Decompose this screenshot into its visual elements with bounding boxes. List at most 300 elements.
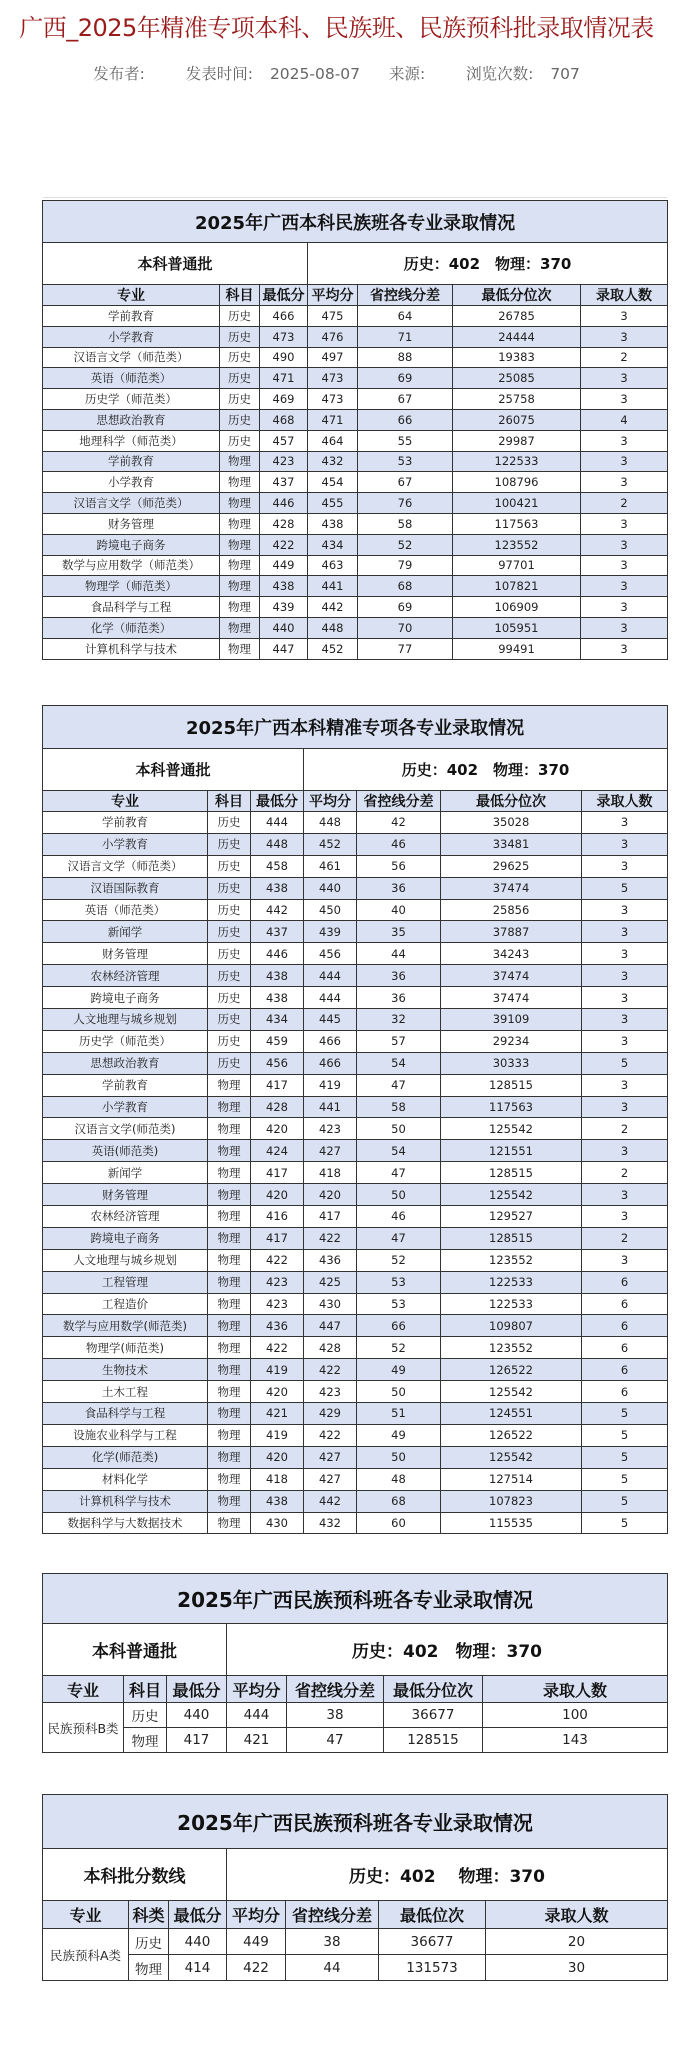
table-cell: 3 bbox=[581, 389, 668, 410]
table-cell: 459 bbox=[251, 1030, 304, 1052]
column-header: 最低分位次 bbox=[384, 1676, 483, 1703]
column-header: 最低分 bbox=[169, 1901, 227, 1929]
table-cell: 88 bbox=[358, 347, 453, 368]
table-cell: 123552 bbox=[453, 534, 581, 555]
column-header: 最低分 bbox=[260, 285, 308, 306]
table-cell: 423 bbox=[251, 1271, 304, 1293]
table-cell: 128515 bbox=[441, 1227, 582, 1249]
table-cell: 117563 bbox=[453, 513, 581, 534]
table-cell: 423 bbox=[251, 1293, 304, 1315]
table-row bbox=[43, 943, 668, 965]
views-value: 707 bbox=[550, 65, 580, 83]
table-cell: 438 bbox=[260, 576, 308, 597]
column-headers bbox=[43, 285, 668, 306]
table-cell: 440 bbox=[304, 877, 357, 899]
table-cell: 449 bbox=[227, 1929, 286, 1955]
table-cell: 64 bbox=[358, 306, 453, 327]
table-cell: 3 bbox=[582, 1184, 668, 1206]
table-cell: 124551 bbox=[441, 1403, 582, 1425]
column-header: 科类 bbox=[129, 1901, 169, 1929]
table-title: 2025年广西民族预科班各专业录取情况 bbox=[43, 1574, 668, 1624]
table-cell: 物理 bbox=[220, 513, 260, 534]
table-cell: 财务管理 bbox=[43, 943, 208, 965]
table-cell: 物理 bbox=[208, 1359, 251, 1381]
table-cell: 466 bbox=[260, 306, 308, 327]
table-cell: 学前教育 bbox=[43, 812, 208, 834]
table-cell: 476 bbox=[308, 326, 358, 347]
table-cell: 125542 bbox=[441, 1184, 582, 1206]
precision-special-table bbox=[42, 705, 668, 1534]
minzu-prep-a-table bbox=[42, 1794, 668, 1981]
table-cell: 420 bbox=[251, 1381, 304, 1403]
table-cell: 448 bbox=[304, 812, 357, 834]
control-lines: 历史：402 物理：370 bbox=[308, 243, 668, 285]
table-cell: 小学教育 bbox=[43, 326, 220, 347]
table-row bbox=[43, 1446, 668, 1468]
table-row bbox=[43, 555, 668, 576]
table-cell: 452 bbox=[308, 638, 358, 659]
table-cell: 99491 bbox=[453, 638, 581, 659]
table-cell: 36677 bbox=[384, 1703, 483, 1728]
table-cell: 物理 bbox=[208, 1271, 251, 1293]
table-cell: 历史 bbox=[124, 1703, 167, 1728]
table-cell: 417 bbox=[304, 1206, 357, 1228]
column-header: 省控线分差 bbox=[286, 1901, 379, 1929]
table-cell: 434 bbox=[251, 1009, 304, 1031]
table-cell: 物理 bbox=[208, 1249, 251, 1271]
table-cell: 419 bbox=[251, 1424, 304, 1446]
table-cell: 5 bbox=[582, 1446, 668, 1468]
column-header: 最低分位次 bbox=[453, 285, 581, 306]
table-cell: 5 bbox=[582, 1512, 668, 1534]
table-cell: 土木工程 bbox=[43, 1381, 208, 1403]
column-header: 平均分 bbox=[227, 1676, 287, 1703]
batch-label: 本科批分数线 bbox=[43, 1849, 227, 1901]
table-row bbox=[43, 987, 668, 1009]
table-cell: 历史 bbox=[208, 1009, 251, 1031]
table-cell: 422 bbox=[227, 1955, 286, 1981]
table-row bbox=[43, 965, 668, 987]
table-cell: 物理 bbox=[220, 493, 260, 514]
table-cell: 40 bbox=[357, 899, 441, 921]
table-cell: 35 bbox=[357, 921, 441, 943]
table-cell: 历史 bbox=[208, 987, 251, 1009]
table-cell: 地理科学（师范类） bbox=[43, 430, 220, 451]
table-cell: 420 bbox=[251, 1446, 304, 1468]
table-cell: 物理 bbox=[220, 617, 260, 638]
table-cell: 历史 bbox=[208, 877, 251, 899]
table-cell: 420 bbox=[304, 1184, 357, 1206]
batch-label: 本科普通批 bbox=[43, 749, 304, 791]
table-cell: 68 bbox=[358, 576, 453, 597]
column-header: 科目 bbox=[220, 285, 260, 306]
table-cell: 3 bbox=[581, 306, 668, 327]
table-cell: 6 bbox=[582, 1359, 668, 1381]
table-row bbox=[43, 347, 668, 368]
table-cell: 历史 bbox=[220, 389, 260, 410]
table-row bbox=[43, 1955, 668, 1981]
table-row bbox=[43, 1052, 668, 1074]
table-cell: 53 bbox=[357, 1271, 441, 1293]
control-lines: 历史：402 物理：370 bbox=[304, 749, 668, 791]
table-cell: 455 bbox=[308, 493, 358, 514]
table-cell: 423 bbox=[304, 1118, 357, 1140]
table-cell: 30333 bbox=[441, 1052, 582, 1074]
table-row bbox=[43, 493, 668, 514]
table-cell: 428 bbox=[260, 513, 308, 534]
table-row bbox=[43, 1271, 668, 1293]
column-header: 最低位次 bbox=[379, 1901, 486, 1929]
table-cell: 427 bbox=[304, 1468, 357, 1490]
table-cell: 123552 bbox=[441, 1337, 582, 1359]
table-cell: 工程造价 bbox=[43, 1293, 208, 1315]
table-cell: 物理 bbox=[208, 1381, 251, 1403]
column-header: 录取人数 bbox=[486, 1901, 668, 1929]
table-cell: 25085 bbox=[453, 368, 581, 389]
table-cell: 428 bbox=[251, 1096, 304, 1118]
publish-time bbox=[180, 65, 366, 83]
table-row bbox=[43, 1096, 668, 1118]
table-cell: 131573 bbox=[379, 1955, 486, 1981]
table-cell: 跨境电子商务 bbox=[43, 1227, 208, 1249]
table-cell: 3 bbox=[581, 326, 668, 347]
table-cell: 422 bbox=[251, 1337, 304, 1359]
table-cell: 425 bbox=[304, 1271, 357, 1293]
table-cell: 126522 bbox=[441, 1424, 582, 1446]
table-cell: 448 bbox=[308, 617, 358, 638]
table-cell: 历史 bbox=[208, 899, 251, 921]
table-cell: 442 bbox=[304, 1490, 357, 1512]
table-cell: 54 bbox=[357, 1052, 441, 1074]
table-cell: 物理 bbox=[208, 1490, 251, 1512]
major-cell: 民族预科A类 bbox=[43, 1929, 129, 1981]
column-header: 省控线分差 bbox=[357, 791, 441, 812]
table-cell: 449 bbox=[260, 555, 308, 576]
table-cell: 汉语言文学(师范类) bbox=[43, 1118, 208, 1140]
table-body bbox=[43, 1929, 668, 1981]
table-cell: 441 bbox=[304, 1096, 357, 1118]
table-cell: 50 bbox=[357, 1446, 441, 1468]
table-row bbox=[43, 1512, 668, 1534]
table-cell: 学前教育 bbox=[43, 306, 220, 327]
table-cell: 79 bbox=[358, 555, 453, 576]
table-cell: 52 bbox=[357, 1249, 441, 1271]
table-row bbox=[43, 1140, 668, 1162]
table-cell: 3 bbox=[582, 855, 668, 877]
table-cell: 427 bbox=[304, 1140, 357, 1162]
table-cell: 历史 bbox=[220, 368, 260, 389]
table-cell: 458 bbox=[251, 855, 304, 877]
table-cell: 生物技术 bbox=[43, 1359, 208, 1381]
table-row bbox=[43, 430, 668, 451]
table-cell: 2 bbox=[582, 1227, 668, 1249]
table-cell: 跨境电子商务 bbox=[43, 534, 220, 555]
table-cell: 143 bbox=[483, 1728, 668, 1753]
table-cell: 3 bbox=[581, 451, 668, 472]
table-body bbox=[43, 306, 668, 660]
table-cell: 汉语国际教育 bbox=[43, 877, 208, 899]
table-cell: 77 bbox=[358, 638, 453, 659]
minzu-prep-b-table bbox=[42, 1573, 668, 1753]
table-cell: 469 bbox=[260, 389, 308, 410]
table-cell: 122533 bbox=[453, 451, 581, 472]
table-cell: 100421 bbox=[453, 493, 581, 514]
table-row bbox=[43, 534, 668, 555]
table-cell: 54 bbox=[357, 1140, 441, 1162]
publisher-label: 发布者: bbox=[93, 65, 145, 83]
table-cell: 128515 bbox=[384, 1728, 483, 1753]
table-cell: 422 bbox=[304, 1424, 357, 1446]
table-cell: 3 bbox=[582, 1140, 668, 1162]
table-cell: 5 bbox=[582, 877, 668, 899]
table-cell: 468 bbox=[260, 409, 308, 430]
table-cell: 100 bbox=[483, 1703, 668, 1728]
column-header: 平均分 bbox=[304, 791, 357, 812]
table-cell: 125542 bbox=[441, 1118, 582, 1140]
table-cell: 数学与应用数学(师范类) bbox=[43, 1315, 208, 1337]
table-cell: 440 bbox=[169, 1929, 227, 1955]
table-cell: 35028 bbox=[441, 812, 582, 834]
table-cell: 47 bbox=[357, 1227, 441, 1249]
table-cell: 农林经济管理 bbox=[43, 1206, 208, 1228]
table-cell: 5 bbox=[582, 1403, 668, 1425]
table-cell: 437 bbox=[260, 472, 308, 493]
table-cell: 42 bbox=[357, 812, 441, 834]
table-cell: 427 bbox=[304, 1446, 357, 1468]
table-cell: 物理学(师范类) bbox=[43, 1337, 208, 1359]
table-cell: 56 bbox=[357, 855, 441, 877]
table-cell: 物理 bbox=[208, 1118, 251, 1140]
table-row bbox=[43, 1929, 668, 1955]
table-cell: 物理 bbox=[208, 1293, 251, 1315]
column-header: 省控线分差 bbox=[358, 285, 453, 306]
table-cell: 38 bbox=[286, 1929, 379, 1955]
table-row bbox=[43, 1162, 668, 1184]
table-cell: 107823 bbox=[441, 1490, 582, 1512]
table-cell: 125542 bbox=[441, 1381, 582, 1403]
table-title: 2025年广西本科民族班各专业录取情况 bbox=[43, 201, 668, 243]
table-cell: 106909 bbox=[453, 597, 581, 618]
table-cell: 471 bbox=[260, 368, 308, 389]
table-cell: 人文地理与城乡规划 bbox=[43, 1009, 208, 1031]
time-value: 2025-08-07 bbox=[269, 65, 361, 83]
table-row bbox=[43, 855, 668, 877]
table-cell: 37474 bbox=[441, 987, 582, 1009]
page-title: 广西_2025年精准专项本科、民族班、民族预科批录取情况表 bbox=[19, 14, 654, 42]
table-cell: 食品科学与工程 bbox=[43, 597, 220, 618]
column-header: 科目 bbox=[124, 1676, 167, 1703]
table-cell: 物理 bbox=[220, 576, 260, 597]
table-cell: 466 bbox=[304, 1052, 357, 1074]
table-cell: 人文地理与城乡规划 bbox=[43, 1249, 208, 1271]
table-row bbox=[43, 899, 668, 921]
table-row bbox=[43, 597, 668, 618]
table-cell: 2 bbox=[581, 347, 668, 368]
table-cell: 128515 bbox=[441, 1162, 582, 1184]
table-cell: 29987 bbox=[453, 430, 581, 451]
table-cell: 3 bbox=[582, 1030, 668, 1052]
control-lines: 历史：402 物理：370 bbox=[227, 1624, 668, 1676]
table-cell: 418 bbox=[251, 1468, 304, 1490]
table-cell: 464 bbox=[308, 430, 358, 451]
table-cell: 128515 bbox=[441, 1074, 582, 1096]
table-row bbox=[43, 1424, 668, 1446]
table-cell: 历史 bbox=[220, 430, 260, 451]
column-header: 平均分 bbox=[227, 1901, 286, 1929]
table-cell: 3 bbox=[581, 638, 668, 659]
table-row bbox=[43, 1703, 668, 1728]
table-cell: 物理学（师范类） bbox=[43, 576, 220, 597]
table-cell: 新闻学 bbox=[43, 921, 208, 943]
table-cell: 430 bbox=[251, 1512, 304, 1534]
table-row bbox=[43, 1074, 668, 1096]
table-cell: 历史 bbox=[208, 921, 251, 943]
table-cell: 50 bbox=[357, 1118, 441, 1140]
table-cell: 438 bbox=[251, 987, 304, 1009]
table-cell: 食品科学与工程 bbox=[43, 1403, 208, 1425]
table-cell: 423 bbox=[304, 1381, 357, 1403]
table-cell: 5 bbox=[582, 1490, 668, 1512]
table-cell: 50 bbox=[357, 1184, 441, 1206]
table-cell: 416 bbox=[251, 1206, 304, 1228]
table-cell: 物理 bbox=[208, 1446, 251, 1468]
table-cell: 历史 bbox=[220, 409, 260, 430]
column-header: 最低分 bbox=[167, 1676, 227, 1703]
table-cell: 44 bbox=[357, 943, 441, 965]
table-cell: 51 bbox=[357, 1403, 441, 1425]
table-cell: 105951 bbox=[453, 617, 581, 638]
table-cell: 英语(师范类) bbox=[43, 1140, 208, 1162]
table-cell: 财务管理 bbox=[43, 1184, 208, 1206]
table-cell: 3 bbox=[581, 472, 668, 493]
table-cell: 33481 bbox=[441, 833, 582, 855]
views-label: 浏览次数: bbox=[466, 65, 534, 83]
table-cell: 442 bbox=[251, 899, 304, 921]
table-cell: 419 bbox=[251, 1359, 304, 1381]
table-cell: 420 bbox=[251, 1184, 304, 1206]
table-cell: 3 bbox=[581, 368, 668, 389]
table-cell: 127514 bbox=[441, 1468, 582, 1490]
table-cell: 107821 bbox=[453, 576, 581, 597]
table-cell: 物理 bbox=[208, 1206, 251, 1228]
table-cell: 97701 bbox=[453, 555, 581, 576]
table-row bbox=[43, 1030, 668, 1052]
table-cell: 432 bbox=[308, 451, 358, 472]
table-cell: 3 bbox=[582, 1074, 668, 1096]
table-cell: 53 bbox=[358, 451, 453, 472]
table-cell: 学前教育 bbox=[43, 1074, 208, 1096]
content-divider bbox=[43, 197, 667, 198]
table-cell: 新闻学 bbox=[43, 1162, 208, 1184]
table-cell: 5 bbox=[582, 1468, 668, 1490]
table-cell: 438 bbox=[251, 1490, 304, 1512]
table-row bbox=[43, 1249, 668, 1271]
table-cell: 物理 bbox=[220, 638, 260, 659]
table-cell: 25856 bbox=[441, 899, 582, 921]
table-cell: 125542 bbox=[441, 1446, 582, 1468]
table-cell: 物理 bbox=[208, 1512, 251, 1534]
table-cell: 432 bbox=[304, 1512, 357, 1534]
table-cell: 计算机科学与技术 bbox=[43, 1490, 208, 1512]
table-cell: 36 bbox=[357, 877, 441, 899]
table-cell: 439 bbox=[260, 597, 308, 618]
table-row bbox=[43, 306, 668, 327]
column-header: 省控线分差 bbox=[287, 1676, 384, 1703]
table-cell: 76 bbox=[358, 493, 453, 514]
table-cell: 456 bbox=[304, 943, 357, 965]
table-cell: 436 bbox=[251, 1315, 304, 1337]
table-cell: 475 bbox=[308, 306, 358, 327]
table-cell: 物理 bbox=[220, 451, 260, 472]
table-cell: 423 bbox=[260, 451, 308, 472]
table-cell: 58 bbox=[357, 1096, 441, 1118]
table-cell: 3 bbox=[581, 513, 668, 534]
table-cell: 26785 bbox=[453, 306, 581, 327]
batch-label: 本科普通批 bbox=[43, 243, 308, 285]
table-cell: 34243 bbox=[441, 943, 582, 965]
table-cell: 跨境电子商务 bbox=[43, 987, 208, 1009]
table-cell: 429 bbox=[304, 1403, 357, 1425]
table-cell: 19383 bbox=[453, 347, 581, 368]
table-cell: 物理 bbox=[208, 1140, 251, 1162]
table-cell: 历史 bbox=[208, 812, 251, 834]
table-cell: 55 bbox=[358, 430, 453, 451]
table-cell: 70 bbox=[358, 617, 453, 638]
table-cell: 30 bbox=[486, 1955, 668, 1981]
table-cell: 化学（师范类） bbox=[43, 617, 220, 638]
table-cell: 424 bbox=[251, 1140, 304, 1162]
table-cell: 438 bbox=[251, 877, 304, 899]
table-cell: 3 bbox=[581, 576, 668, 597]
table-cell: 446 bbox=[260, 493, 308, 514]
table-cell: 汉语言文学（师范类） bbox=[43, 347, 220, 368]
column-header: 平均分 bbox=[308, 285, 358, 306]
table-cell: 417 bbox=[251, 1227, 304, 1249]
table-cell: 434 bbox=[308, 534, 358, 555]
table-body bbox=[43, 812, 668, 1534]
table-cell: 52 bbox=[357, 1337, 441, 1359]
table-cell: 物理 bbox=[208, 1096, 251, 1118]
table-row bbox=[43, 513, 668, 534]
column-header: 专业 bbox=[43, 1676, 124, 1703]
table-cell: 47 bbox=[357, 1162, 441, 1184]
table-cell: 52 bbox=[358, 534, 453, 555]
column-header: 录取人数 bbox=[483, 1676, 668, 1703]
table-cell: 444 bbox=[251, 812, 304, 834]
column-headers bbox=[43, 791, 668, 812]
table-cell: 3 bbox=[582, 899, 668, 921]
table-row bbox=[43, 1184, 668, 1206]
table-cell: 58 bbox=[358, 513, 453, 534]
table-cell: 49 bbox=[357, 1359, 441, 1381]
table-cell: 473 bbox=[308, 368, 358, 389]
table-row bbox=[43, 812, 668, 834]
table-cell: 71 bbox=[358, 326, 453, 347]
table-cell: 物理 bbox=[208, 1403, 251, 1425]
table-row bbox=[43, 472, 668, 493]
table-cell: 2 bbox=[581, 493, 668, 514]
table-cell: 447 bbox=[304, 1315, 357, 1337]
table-cell: 5 bbox=[582, 1424, 668, 1446]
table-cell: 46 bbox=[357, 1206, 441, 1228]
table-cell: 3 bbox=[581, 555, 668, 576]
column-header: 最低分位次 bbox=[441, 791, 582, 812]
table-cell: 29234 bbox=[441, 1030, 582, 1052]
column-header: 科目 bbox=[208, 791, 251, 812]
table-cell: 小学教育 bbox=[43, 472, 220, 493]
table-cell: 69 bbox=[358, 368, 453, 389]
batch-label: 本科普通批 bbox=[43, 1624, 227, 1676]
